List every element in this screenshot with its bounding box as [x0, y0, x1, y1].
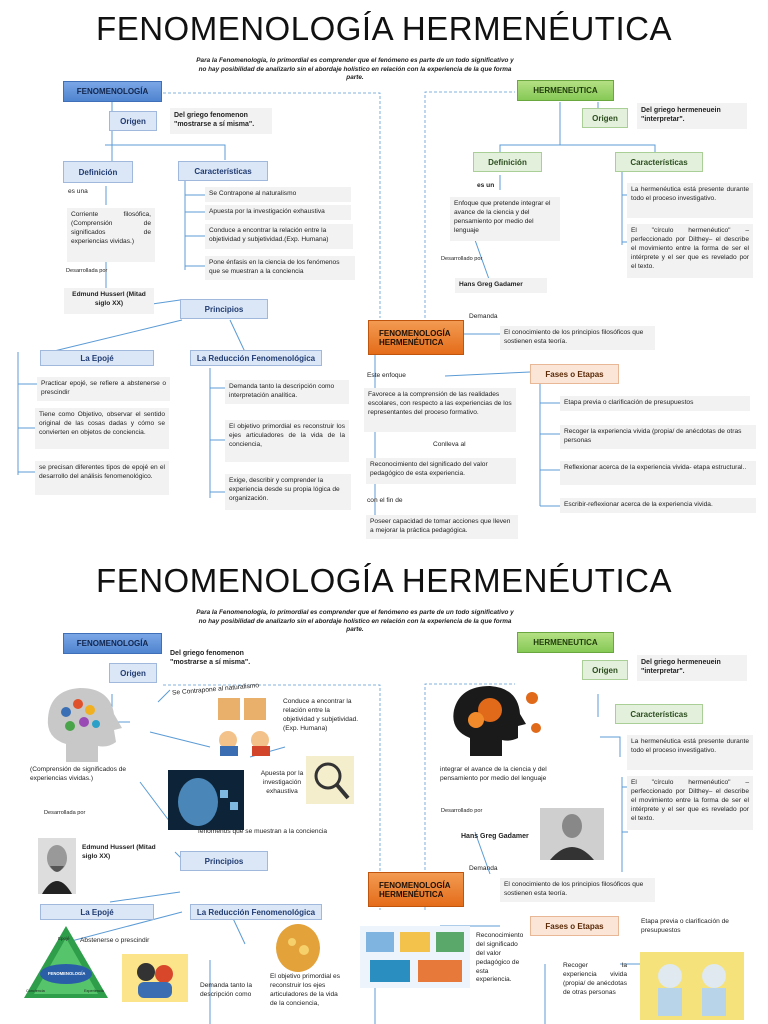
con-fin-label: con el fin de [367, 497, 403, 504]
epoje-box: La Epojé [40, 350, 154, 366]
hermeneutica-box: HERMENEUTICA [517, 80, 614, 101]
fenomenologia-box-2: FENOMENOLOGÍA [63, 633, 162, 654]
origin-box-right: Origen [582, 108, 628, 128]
reconocimiento-text: Reconocimiento del significado del valor pedagógico de esta experiencia. [366, 458, 516, 484]
origin-box-right-2: Origen [582, 660, 628, 680]
developed-by-left-2: Desarrollada por [44, 810, 86, 816]
comprension-text: (Comprensión de significados de experiencias vividas.) [30, 766, 127, 782]
reduction-item-1: Demanda tanto la descripción como interpretación analítica. [225, 380, 349, 404]
conduce-text: Conduce a encontrar la relación entre la objetividad y subjetividad.(Exp. Humana) [283, 698, 359, 732]
phase-item-2: Recoger la experiencia vivida (propia/ de anécdotas de otras personas [560, 425, 756, 449]
recoger-text: Recoger la experiencia vivida (propia/ de anécdotas de otras personas [563, 962, 627, 996]
fenomenologia-box: FENOMENOLOGÍA [63, 81, 162, 102]
se-contrapone-text: Se Contrapone al naturalismo [171, 682, 260, 697]
principles-box: Principios [180, 299, 268, 319]
epoje-item-1: Practicar epojé, se refiere a abstenerse o prescindir [37, 377, 170, 401]
epoje-item-2: Tiene como Objetivo, observar el sentido original de las cosas dadas y cómo se convierten en objetos de conciencia. [35, 408, 169, 449]
author-left: Edmund Husserl (Mitad siglo XX) [64, 288, 154, 314]
magnifier-image [306, 756, 354, 804]
slide-2 [0, 552, 768, 1024]
page-title: FENOMENOLOGÍA HERMENÉUTICA [96, 10, 672, 47]
principles-box-2: Principios [180, 851, 268, 871]
triangle-center-label: FENOMENOLOGÍA [48, 971, 86, 976]
etapa-previa-text: Etapa previa o clarificación de presupuestos [641, 918, 729, 934]
developed-by-left: Desarrollada por [66, 268, 108, 274]
epoje-box-2: La Epojé [40, 904, 154, 920]
characteristics-box-right: Características [615, 152, 703, 172]
triangle-left-label: Conciencia [26, 989, 45, 993]
reduction-box: La Reducción Fenomenológica [190, 350, 322, 366]
epoje-item-3: se precisan diferentes tipos de epojé en el desarrollo del análisis fenomenológico. [35, 461, 169, 495]
char-item-3: Conduce a encontrar la relación entre la objetividad y subjetividad.(Exp. Humana) [205, 224, 353, 249]
integrar-text: integrar el avance de la ciencia y del pensamiento por medio del lenguaje [440, 766, 547, 782]
definition-text-right: Enfoque que pretende integrar el avance de la ciencia y del pensamiento por medio del lenguaje [450, 197, 560, 241]
char-right-2-2: El "círculo hermenéutico" –perfeccionado por Dilthey– el describe el movimiento entre la forma de ser el intérprete y el ser que es revelado por el texto. [627, 776, 753, 830]
definition-box-right: Definición [473, 152, 542, 172]
developed-by-right: Desarrollado por [441, 256, 483, 262]
char-item-4: Pone énfasis en la ciencia de los fenómenos que se muestran a la conciencia [205, 256, 355, 280]
origin-text-left-2: Del griego fenomenon "mostrarse a sí misma". [170, 650, 251, 667]
origin-text-right-2: Del griego hermeneuein "interpretar". [637, 655, 747, 681]
author-right: Hans Greg Gadamer [455, 278, 547, 293]
characteristics-box-left: Características [178, 161, 268, 181]
reduction-box-2: La Reducción Fenomenológica [190, 904, 322, 920]
author-left-2: Edmund Husserl (Mitad siglo XX) [82, 844, 156, 860]
phase-item-1: Etapa previa o clarificación de presupuestos [560, 396, 750, 411]
intro-text-2: Para la Fenomenología, lo primordial es comprender que el fenómeno es parte de un todo significativo y no hay posibilidad de analizarlo sin el abordaje holístico en relación con la experiencia de la que forma parte. [196, 609, 514, 634]
classroom-collage-image [360, 926, 470, 988]
demanda-label-2: Demanda [469, 865, 498, 872]
reduction-item-3: Exige, describir y comprender la experiencia desde su propia lógica de organización. [225, 474, 351, 510]
puzzle-people-image [208, 690, 280, 756]
reading-people-image [640, 952, 744, 1020]
triangle-right-label: Experiencia [84, 989, 104, 993]
este-enfoque-label: Este enfoque [367, 372, 406, 379]
developed-by-right-2: Desarrollado por [441, 808, 483, 814]
poseer-text: Poseer capacidad de tomar acciones que lleven a mejorar la práctica pedagógica. [366, 515, 518, 539]
char-item-2: Apuesta por la investigación exhaustiva [205, 205, 351, 220]
demanda-text: El conocimiento de los principios filosóficos que sostienen esta teoría. [500, 326, 655, 350]
origin-box-left: Origen [109, 111, 157, 131]
apuesta-text: Apuesta por la investigación exhaustiva [260, 770, 304, 795]
demanda-text-2: El conocimiento de los principios filosóficos que sostienen esta teoría. [500, 878, 655, 902]
reduction-item-2: El objetivo primordial es reconstruir los ejes articuladores de la vida de la conciencia, [225, 420, 349, 462]
page-title-2: FENOMENOLOGÍA HERMENÉUTICA [96, 562, 672, 599]
husserl-portrait [38, 838, 76, 894]
abstenerse-text: Abstenerse o prescindir [80, 937, 150, 944]
fenomenologia-hermeneutica-box-2: FENOMENOLOGÍA HERMENÉUTICA [368, 872, 464, 907]
phase-item-4: Escribir-reflexionar acerca de la experiencia vivida. [560, 498, 756, 513]
reconocimiento-text-2: Reconocimiento del significado del valor pedagógico de esta experiencia. [476, 932, 524, 984]
es-un-label: es un [477, 182, 495, 189]
definition-text-left: Corriente filosófica, (Comprensión de significados de experiencias vividas.) [67, 208, 155, 262]
phases-box: Fases o Etapas [530, 364, 619, 384]
char-right-2: El "círculo hermenéutico" –perfeccionado por Dilthey– el describe el movimiento entre la forma de ser el intérprete y el ser que es revelado por el texto. [627, 224, 753, 278]
head-silhouette-image [36, 682, 132, 764]
char-item-1: Se Contrapone al naturalismo [205, 187, 351, 202]
intro-text: Para la Fenomenología, lo primordial es comprender que el fenómeno es parte de un todo significativo y no hay posibilidad de analizarlo sin el abordaje holístico en relación con la experiencia de la que forma parte. [196, 57, 514, 82]
author-right-2: Hans Greg Gadamer [461, 833, 529, 840]
es-una-label: es una [68, 188, 88, 195]
phases-box-2: Fases o Etapas [530, 916, 619, 936]
gears-head-image [440, 678, 550, 758]
objetivo-text: El objetivo primordial es reconstruir los ejes articuladores de la vida de la conciencia, [270, 973, 340, 1007]
char-right-1-2: La hermenéutica está presente durante todo el proceso investigativo. [627, 735, 753, 770]
favorece-text: Favorece a la comprensión de las realidades escolares, con respecto a las experiencias de los representantes del proceso formativo. [364, 388, 516, 432]
brain-head-image [270, 922, 326, 972]
origin-text-left: Del griego fenomenon "mostrarse a sí misma". [170, 108, 272, 134]
definition-box-left: Definición [63, 161, 133, 183]
characteristics-box-right-2: Características [615, 704, 703, 724]
origin-box-left-2: Origen [109, 663, 157, 683]
conlleva-label: Conlleva al [433, 441, 466, 448]
fenomenos-text: fenómenos que se muestran a la conciencia [198, 828, 328, 835]
hug-cartoon-image [122, 954, 188, 1002]
hermeneutica-box-2: HERMENEUTICA [517, 632, 614, 653]
phase-item-3: Reflexionar acerca de la experiencia vivida- etapa estructural.. [560, 461, 756, 485]
triangle-top-label: Epojé [58, 936, 70, 941]
origin-text-right: Del griego hermeneuein "interpretar". [637, 103, 747, 129]
char-right-1: La hermenéutica está presente durante todo el proceso investigativo. [627, 183, 753, 218]
fenomenologia-hermeneutica-box: FENOMENOLOGÍA HERMENÉUTICA [368, 320, 464, 355]
demanda-label: Demanda [469, 313, 498, 320]
robot-head-image [168, 770, 244, 830]
gadamer-portrait [540, 808, 604, 860]
demanda-tanto-text: Demanda tanto la descripción como [200, 982, 253, 998]
